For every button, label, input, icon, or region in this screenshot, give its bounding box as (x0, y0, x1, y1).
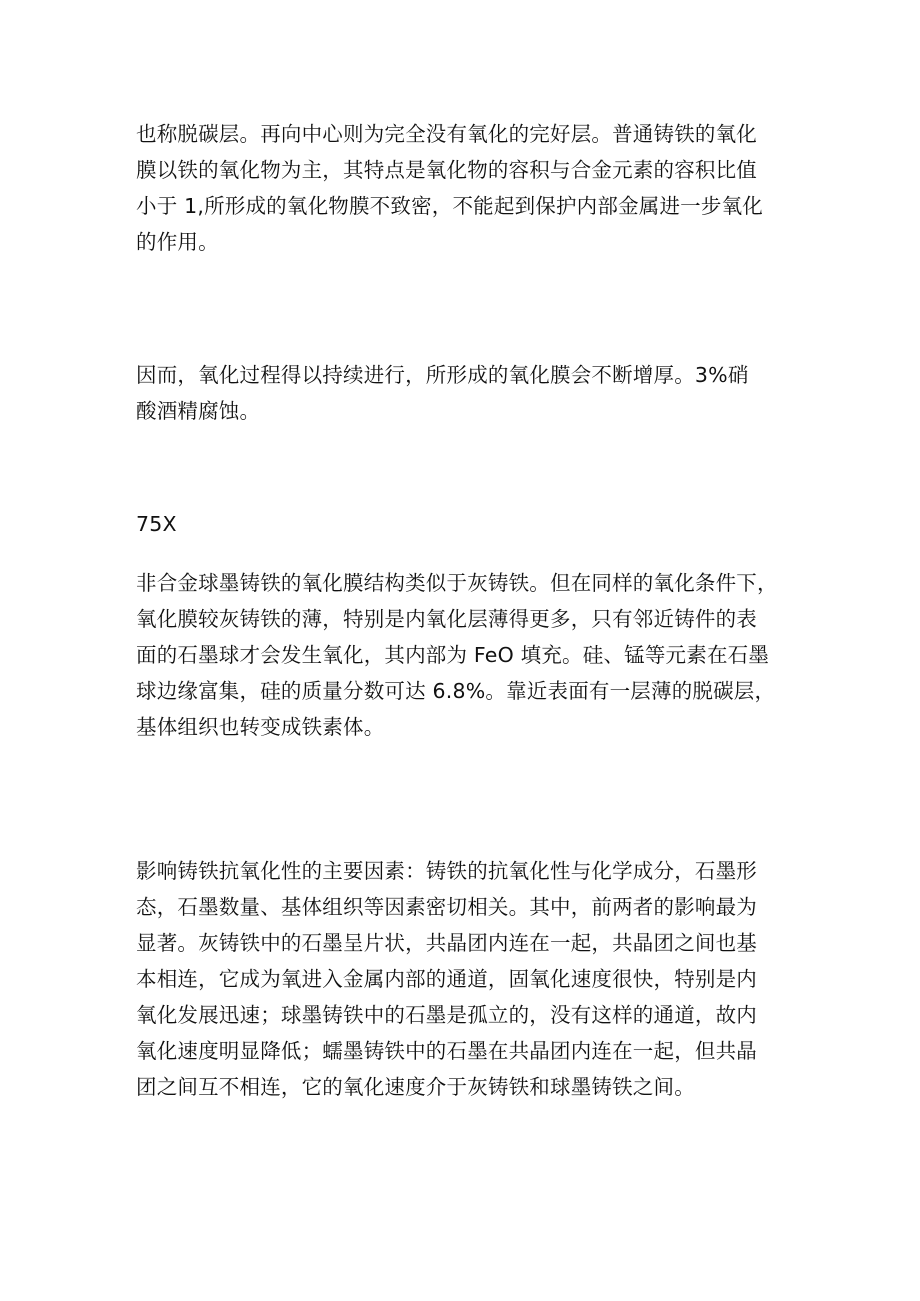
text-line: 显著。灰铸铁中的石墨呈片状，共晶团内连在一起，共晶团之间也基 (136, 931, 757, 955)
text-line: 本相连，它成为氧进入金属内部的通道，固氧化速度很快，特别是内 (136, 967, 757, 991)
text-line: 氧化速度明显降低；蠕墨铸铁中的石墨在共晶团内连在一起，但共晶 (136, 1039, 757, 1063)
paragraph-decarburized-layer (136, 116, 796, 260)
text-line: 球边缘富集，硅的质量分数可达 6.8%。靠近表面有一层薄的脱碳层， (136, 679, 776, 703)
text-line: 75X (136, 512, 177, 536)
text-line: 影响铸铁抗氧化性的主要因素：铸铁的抗氧化性与化学成分，石墨形 (136, 859, 757, 883)
text-line: 也称脱碳层。再向中心则为完全没有氧化的完好层。普通铸铁的氧化 (136, 122, 757, 146)
magnification-label (136, 506, 796, 542)
text-line: 面的石墨球才会发生氧化，其内部为 FeO 填充。硅、锰等元素在石墨 (136, 643, 770, 667)
text-line: 氧化膜较灰铸铁的薄，特别是内氧化层薄得更多，只有邻近铸件的表 (136, 607, 757, 631)
text-line: 态，石墨数量、基体组织等因素密切相关。其中，前两者的影响最为 (136, 895, 757, 919)
paragraph-ductile-iron-oxide (136, 565, 796, 745)
text-line: 团之间互不相连，它的氧化速度介于灰铸铁和球墨铸铁之间。 (136, 1075, 695, 1099)
text-line: 非合金球墨铸铁的氧化膜结构类似于灰铸铁。但在同样的氧化条件下， (136, 571, 778, 595)
text-line: 氧化发展迅速；球墨铸铁中的石墨是孤立的，没有这样的通道，故内 (136, 1003, 757, 1027)
text-line: 小于 1,所形成的氧化物膜不致密，不能起到保护内部金属进一步氧化 (136, 194, 763, 218)
text-line: 的作用。 (136, 230, 219, 254)
text-line: 基体组织也转变成铁素体。 (136, 715, 385, 739)
text-line: 因而，氧化过程得以持续进行，所形成的氧化膜会不断增厚。3%硝 (136, 363, 749, 387)
text-line: 酸酒精腐蚀。 (136, 399, 261, 423)
text-line: 膜以铁的氧化物为主，其特点是氧化物的容积与合金元素的容积比值 (136, 158, 757, 182)
paragraph-oxidation-factors (136, 853, 796, 1105)
paragraph-oxide-growth (136, 357, 796, 429)
